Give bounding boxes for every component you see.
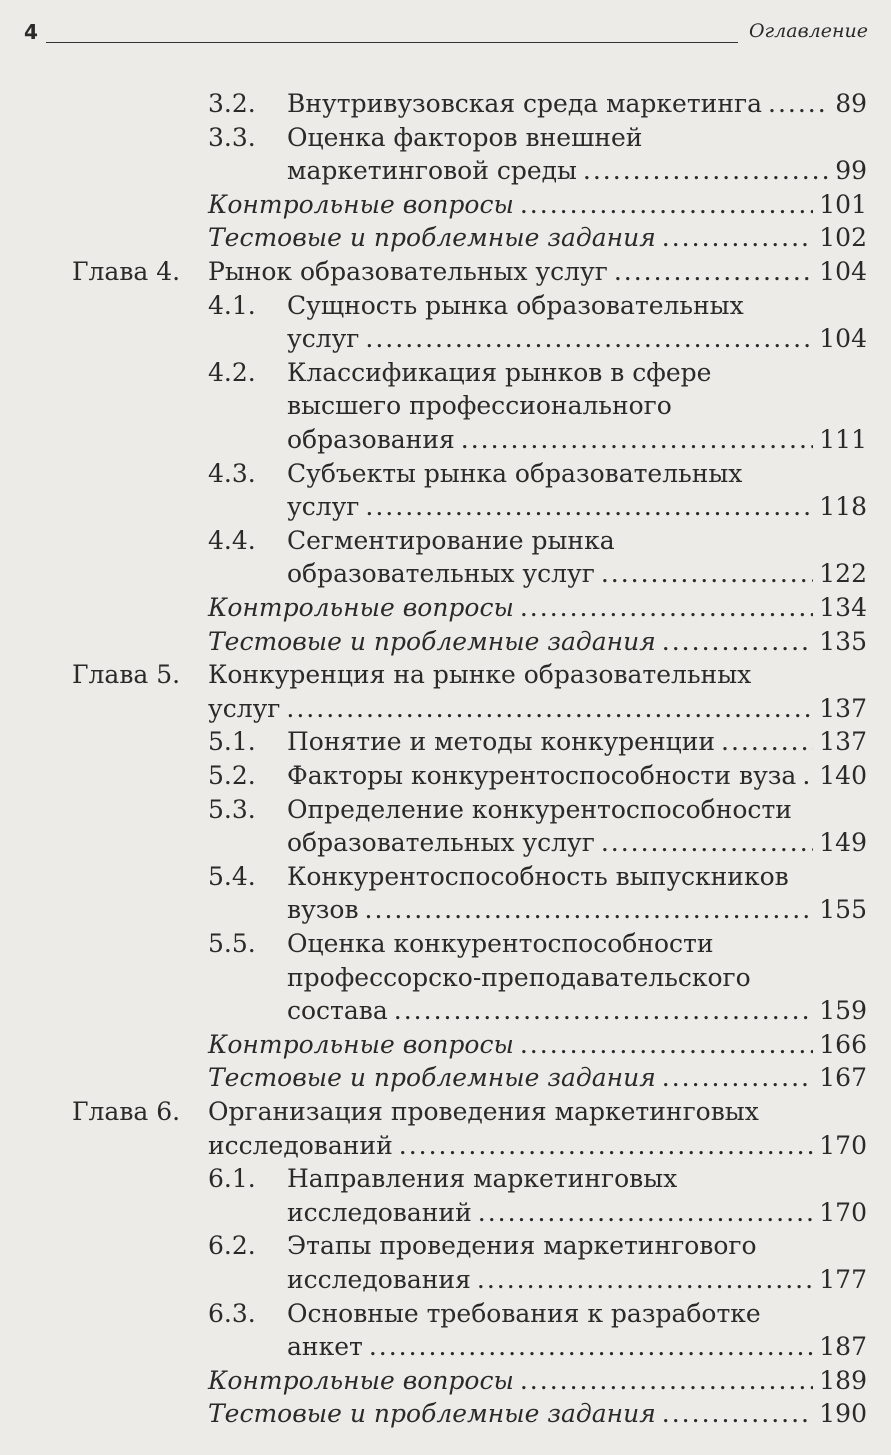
toc-line [0,221,867,255]
running-title: Оглавление [748,20,868,42]
page-ref: 134 [819,593,867,622]
dot-leader [286,692,813,726]
page-ref: 101 [819,190,867,219]
toc-title-text: услуг [208,694,281,723]
page-ref: 104 [819,324,867,353]
page-ref: 155 [819,895,867,924]
dot-leader [461,423,814,457]
dot-leader [601,826,813,860]
toc-title-text: Субъекты рынка образовательных [287,459,743,488]
toc-title-text: Контрольные вопросы [208,1366,514,1395]
dot-leader [369,1330,813,1364]
page-ref: 102 [819,223,867,252]
dot-leader [721,725,813,759]
page-ref: 122 [819,559,867,588]
toc-line [0,87,867,121]
toc-line [0,188,867,222]
toc-line [0,994,867,1028]
toc-title-text: Конкурентоспособность выпускников [287,862,789,891]
section-number: 3.2. [208,89,256,118]
toc-title-text: Основные требования к разработке [287,1299,761,1328]
toc-title-text: Сегментирование рынка [287,526,615,555]
toc-title-text: услуг [287,324,360,353]
toc-title-text: Организация проведения маркетинговых [208,1097,759,1126]
toc-line [0,490,867,524]
toc-line [0,826,867,860]
section-number: 3.3. [208,123,256,152]
dot-leader [662,625,814,659]
toc-title-text: исследований [208,1131,393,1160]
page-number: 4 [24,20,38,44]
dot-leader [365,322,813,356]
page-ref: 89 [835,89,867,118]
page-ref: 177 [819,1265,867,1294]
dot-leader [662,1061,814,1095]
dot-leader [477,1263,813,1297]
page-ref: 166 [819,1030,867,1059]
dot-leader [614,255,813,289]
section-number: 5.5. [208,929,256,958]
dot-leader [662,221,814,255]
toc-title-text: Тестовые и проблемные задания [208,223,656,252]
toc-line [0,625,867,659]
toc-title-text: высшего профессионального [287,391,672,420]
page-ref: 189 [819,1366,867,1395]
section-number: 5.2. [208,761,256,790]
page-ref: 149 [819,828,867,857]
page-ref: 137 [819,694,867,723]
dot-leader [478,1196,814,1230]
toc-title-text: Тестовые и проблемные задания [208,1063,656,1092]
toc-title-text: исследования [287,1265,471,1294]
toc-title-text: Этапы проведения маркетингового [287,1231,757,1260]
toc-line [0,591,867,625]
toc-title-text: Классификация рынков в сфере [287,358,712,387]
page-ref: 140 [819,761,867,790]
chapter-label: Глава 6. [72,1097,181,1126]
toc-line [0,759,867,793]
page-ref: 135 [819,627,867,656]
toc-title-text: Тестовые и проблемные задания [208,1399,656,1428]
page-ref: 159 [819,996,867,1025]
page-ref: 170 [819,1131,867,1160]
dot-leader [768,87,829,121]
toc-line [0,557,867,591]
toc-title-text: Контрольные вопросы [208,593,514,622]
toc-line [0,1196,867,1230]
page-ref: 118 [819,492,867,521]
toc-title-text: Конкуренция на рынке образовательных [208,660,752,689]
toc-title-text: состава [287,996,388,1025]
toc-title-text: образовательных услуг [287,828,595,857]
toc-line [0,255,867,289]
toc-line [0,1330,867,1364]
toc-title-text: Контрольные вопросы [208,190,514,219]
page-ref: 111 [819,425,867,454]
chapter-label: Глава 4. [72,257,181,286]
toc-line [0,423,867,457]
toc-title-text: Оценка факторов внешней [287,123,643,152]
dot-leader [802,759,813,793]
toc-title-text: исследований [287,1198,472,1227]
toc-title-text: профессорско-преподавательского [287,963,751,992]
toc-line [0,1397,867,1431]
toc-line [0,725,867,759]
dot-leader [583,154,829,188]
toc-line [0,1061,867,1095]
toc-line [0,1364,867,1398]
toc-title-text: образовательных услуг [287,559,595,588]
toc-line [0,1028,867,1062]
toc-line [0,692,867,726]
section-number: 5.1. [208,727,256,756]
section-number: 6.3. [208,1299,256,1328]
dot-leader [365,490,813,524]
toc-line [0,154,867,188]
dot-leader [520,1364,813,1398]
dot-leader [601,557,813,591]
dot-leader [520,591,813,625]
toc-title-text: Рынок образовательных услуг [208,257,608,286]
toc-title-text: Внутривузовская среда маркетинга [287,89,763,118]
section-number: 4.4. [208,526,256,555]
toc-line [0,322,867,356]
toc-title-text: вузов [287,895,359,924]
page-ref: 190 [819,1399,867,1428]
dot-leader [399,1129,814,1163]
section-number: 6.2. [208,1231,256,1260]
toc-title-text: Определение конкурентоспособности [287,795,792,824]
page-ref: 137 [819,727,867,756]
section-number: 4.2. [208,358,256,387]
dot-leader [662,1397,814,1431]
section-number: 5.4. [208,862,256,891]
section-number: 5.3. [208,795,256,824]
section-number: 4.3. [208,459,256,488]
page-ref: 104 [819,257,867,286]
page-ref: 99 [835,156,867,185]
toc-title-text: маркетинговой среды [287,156,577,185]
page-ref: 187 [819,1332,867,1361]
section-number: 6.1. [208,1164,256,1193]
toc-line [0,1129,867,1163]
toc-title-text: образования [287,425,455,454]
toc-title-text: услуг [287,492,360,521]
dot-leader [394,994,814,1028]
section-number: 4.1. [208,291,256,320]
toc-title-text: Сущность рынка образовательных [287,291,744,320]
page-ref: 170 [819,1198,867,1227]
toc-title-text: Направления маркетинговых [287,1164,678,1193]
dot-leader [365,893,814,927]
chapter-label: Глава 5. [72,660,181,689]
toc-title-text: Тестовые и проблемные задания [208,627,656,656]
dot-leader [520,188,813,222]
toc-title-text: Оценка конкурентоспособности [287,929,714,958]
toc-line [0,1263,867,1297]
toc-title-text: Контрольные вопросы [208,1030,514,1059]
toc-title-text: анкет [287,1332,363,1361]
toc-line [0,893,867,927]
dot-leader [520,1028,813,1062]
page-ref: 167 [819,1063,867,1092]
toc-title-text: Факторы конкурентоспособности вуза [287,761,797,790]
toc-title-text: Понятие и методы конкуренции [287,727,716,756]
